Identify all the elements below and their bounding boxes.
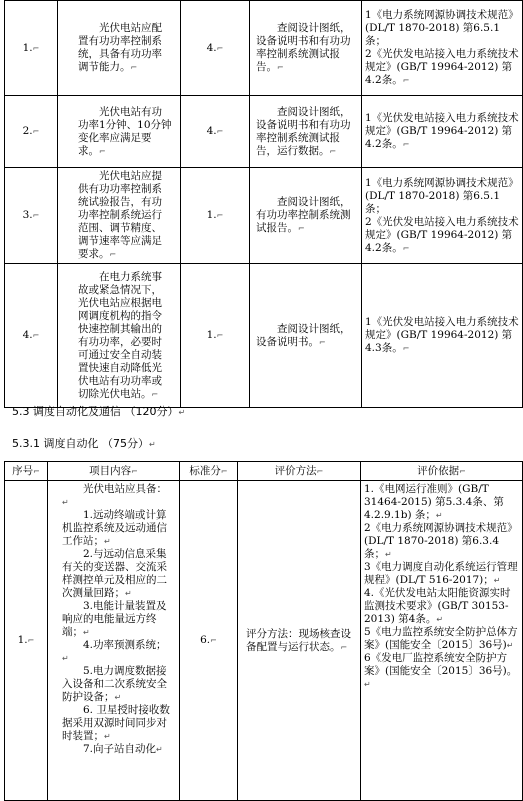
table-1-body bbox=[5, 1, 523, 408]
header-no: 序号⌐ bbox=[5, 462, 48, 481]
score-value: 4. bbox=[206, 125, 217, 137]
cell-end-mark: ⌐ bbox=[298, 224, 305, 233]
score-value: 4. bbox=[206, 41, 217, 54]
cell-no bbox=[5, 264, 58, 408]
cell-basis bbox=[362, 264, 523, 408]
paragraph-mark: ↵ bbox=[364, 680, 371, 689]
cell-end-mark: ⌐ bbox=[329, 146, 337, 156]
cell-score bbox=[181, 96, 250, 168]
cell-end-mark: ⌐ bbox=[216, 211, 224, 220]
cell-no bbox=[5, 168, 58, 264]
cell-content bbox=[58, 1, 181, 96]
basis-item: 5《电力监控系统安全防护总体方案》(国能安全〔2015〕36号)↵ bbox=[364, 626, 518, 651]
table-row bbox=[5, 1, 523, 96]
method-text: 查阅设计图纸，设备说明书和有功功率控制系统测试报告。⌐ bbox=[256, 22, 351, 73]
cell-end-mark: ⌐ bbox=[32, 211, 40, 220]
cell-end-mark: ⌐ bbox=[32, 127, 40, 136]
cell-end-mark: ⌐ bbox=[99, 146, 106, 156]
paragraph-mark: ↵ bbox=[114, 693, 122, 702]
header-method: 评价方法⌐ bbox=[238, 462, 361, 481]
cell-end-mark: ⌐ bbox=[151, 389, 159, 399]
cell-end-mark: ⌐ bbox=[402, 243, 410, 253]
cell-method bbox=[250, 168, 362, 264]
section-heading-text: 5.3.1 调度自动化 （75分） bbox=[12, 437, 149, 450]
content-text: 光伏电站有功功率1分钟、10分钟变化率应满足要求。⌐ bbox=[78, 105, 172, 157]
cell-end-mark: ⌐ bbox=[402, 76, 410, 85]
paragraph-mark: ↵ bbox=[125, 589, 132, 598]
basis-item: 1《光伏发电站接入电力系统技术规定》(GB/T 19964-2012) 第4.2条。⌐ bbox=[365, 112, 519, 150]
header-basis: 评价依据⌐ bbox=[361, 462, 523, 481]
cell-content bbox=[48, 481, 180, 801]
basis-item: 1《光伏发电站接入电力系统技术规定》(GB/T 19964-2012) 第4.3条。⌐ bbox=[365, 316, 519, 354]
basis-item: 1《电力系统网源协调技术规范》(DL/T 1870-2018) 第6.5.1条； bbox=[365, 176, 519, 215]
cell-end-mark: ⌐ bbox=[130, 63, 138, 72]
paragraph-mark: ↵ bbox=[104, 732, 111, 741]
cell-content bbox=[58, 168, 181, 264]
paragraph-mark: ↵ bbox=[62, 654, 69, 663]
table-header-row bbox=[5, 462, 523, 481]
paragraph-mark: ↵ bbox=[178, 408, 186, 417]
content-item: 光伏电站应具备：↵ bbox=[62, 483, 167, 507]
paragraph-mark: ↵ bbox=[156, 745, 163, 754]
row-number: 4. bbox=[22, 329, 33, 341]
assessment-table-1 bbox=[4, 0, 523, 408]
paragraph-mark: ↵ bbox=[435, 511, 443, 520]
basis-item: 2《电力系统网源协调技术规范》(DL/T 1870-2018) 第6.3.4条；↵ bbox=[364, 522, 518, 560]
method-text: 查阅设计图纸，设备说明书。⌐ bbox=[256, 322, 351, 348]
cell-score bbox=[181, 1, 250, 96]
basis-item: 6《发电厂监控系统安全防护方案》(国能安全〔2015〕36号)。↵ bbox=[364, 652, 518, 689]
cell-basis bbox=[362, 168, 523, 264]
paragraph-mark: ↵ bbox=[83, 628, 90, 637]
content-list bbox=[62, 483, 171, 756]
content-item: 7.向子站自动化↵ bbox=[83, 743, 163, 755]
content-item: 3.电能计量装置及响应的电能量远方终端；↵ bbox=[62, 600, 167, 638]
content-item: 5.电力调度数据接入设备和二次系统安全防护设备；↵ bbox=[62, 665, 167, 703]
cell-no bbox=[5, 96, 58, 168]
cell-score bbox=[181, 264, 250, 408]
cell-basis bbox=[362, 96, 523, 168]
cell-basis bbox=[362, 1, 523, 96]
content-item: 6. 卫星授时接收数据采用双源时间同步对时装置；↵ bbox=[62, 704, 170, 742]
content-item: 4.功率预测系统；↵ bbox=[62, 639, 167, 663]
table-row bbox=[5, 481, 523, 801]
cell-method bbox=[250, 264, 362, 408]
cell-no: 1.⌐ bbox=[5, 481, 48, 801]
section-heading-5-3 bbox=[12, 405, 185, 419]
score-value: 1. bbox=[206, 209, 217, 221]
cell-end-mark: ⌐ bbox=[32, 43, 40, 53]
basis-item: 2《光伏发电站接入电力系统技术规定》(GB/T 19964-2012) 第4.2条。⌐ bbox=[365, 215, 519, 254]
cell-score bbox=[181, 168, 250, 264]
basis-item: 1.《电网运行准则》(GB/T 31464-2015) 第5.3.4条、第4.2.9.1b) 条；↵ bbox=[364, 483, 504, 521]
row-number: 2. bbox=[22, 125, 33, 137]
content-text: 光伏电站应配置有功功率控制系统，具备有功功率调节能力。⌐ bbox=[78, 22, 162, 73]
row-number: 1. bbox=[22, 41, 33, 54]
basis-item: 3《电力调度自动化系统运行管理规程》(DL/T 516-2017)；↵ bbox=[364, 561, 518, 586]
header-score: 标准分⌐ bbox=[180, 462, 238, 481]
paragraph-mark: ↵ bbox=[493, 576, 501, 585]
basis-list bbox=[364, 483, 519, 691]
basis-item: 1《电力系统网源协调技术规范》(DL/T 1870-2018) 第6.5.1条； bbox=[365, 9, 519, 47]
assessment-table-2 bbox=[4, 461, 523, 801]
content-item: 1.远动终端或计算机监控系统及远动通信工作站；↵ bbox=[62, 509, 167, 547]
table-row bbox=[5, 264, 523, 408]
cell-end-mark: ⌐ bbox=[402, 344, 410, 353]
paragraph-mark: ↵ bbox=[506, 641, 514, 650]
paragraph-mark: ↵ bbox=[148, 440, 156, 449]
cell-score: 6.⌐ bbox=[180, 481, 238, 801]
basis-item: 4.《光伏发电站太阳能资源实时监测技术要求》(GB/T 30153-2013) 第4条。↵ bbox=[364, 587, 511, 625]
cell-method bbox=[250, 1, 362, 96]
score-value: 1. bbox=[206, 329, 217, 341]
paragraph-mark: ↵ bbox=[62, 498, 69, 507]
content-text: 在电力系统事故或紧急情况下，光伏电站应根据电网调度机构的指令快速控制其输出的有功功率，必要时可通过安全自动装置快速自动降低光伏电站有功功率或切除光伏电站。⌐ bbox=[78, 270, 162, 400]
content-text: 光伏电站应提供有功功率控制系统试验报告，有功功率控制系统运行范围、调节精度、调节速率等应满足要求。⌐ bbox=[78, 170, 162, 260]
header-content: 项目内容⌐ bbox=[48, 462, 180, 481]
section-heading-text: 5.3 调度自动化及通信 （120分） bbox=[12, 405, 179, 418]
table-row bbox=[5, 168, 523, 264]
paragraph-mark: ↵ bbox=[385, 550, 392, 559]
cell-end-mark: ⌐ bbox=[277, 63, 284, 72]
method-text: 查阅设计图纸，设备说明书和有功功率控制系统测试报告，运行数据。⌐ bbox=[256, 105, 351, 157]
row-number: 3. bbox=[22, 209, 33, 221]
paragraph-mark: ↵ bbox=[436, 615, 444, 624]
cell-end-mark: ⌐ bbox=[109, 250, 117, 259]
cell-content bbox=[58, 96, 181, 168]
cell-basis bbox=[361, 481, 523, 801]
cell-end-mark: ⌐ bbox=[216, 43, 224, 53]
paragraph-mark: ↵ bbox=[104, 537, 111, 546]
basis-item: 2《光伏发电站接入电力系统技术规定》(GB/T 19964-2012) 第4.2条。⌐ bbox=[365, 48, 519, 86]
table-row bbox=[5, 96, 523, 168]
cell-no bbox=[5, 1, 58, 96]
section-heading-5-3-1 bbox=[12, 437, 156, 451]
cell-end-mark: ⌐ bbox=[402, 140, 410, 149]
cell-end-mark: ⌐ bbox=[216, 331, 224, 340]
cell-end-mark: ⌐ bbox=[319, 337, 326, 347]
cell-content bbox=[58, 264, 181, 408]
cell-method: 评分方法：现场核查设备配置与运行状态。⌐ bbox=[238, 481, 361, 801]
method-text: 查阅设计图纸，有功功率控制系统测试报告。⌐ bbox=[256, 196, 351, 234]
cell-method bbox=[250, 96, 362, 168]
cell-end-mark: ⌐ bbox=[216, 127, 224, 136]
cell-end-mark: ⌐ bbox=[32, 331, 40, 340]
content-item: 2.与远动信息采集有关的变送器、交流采样测控单元及相应的二次测量回路；↵ bbox=[62, 548, 167, 599]
